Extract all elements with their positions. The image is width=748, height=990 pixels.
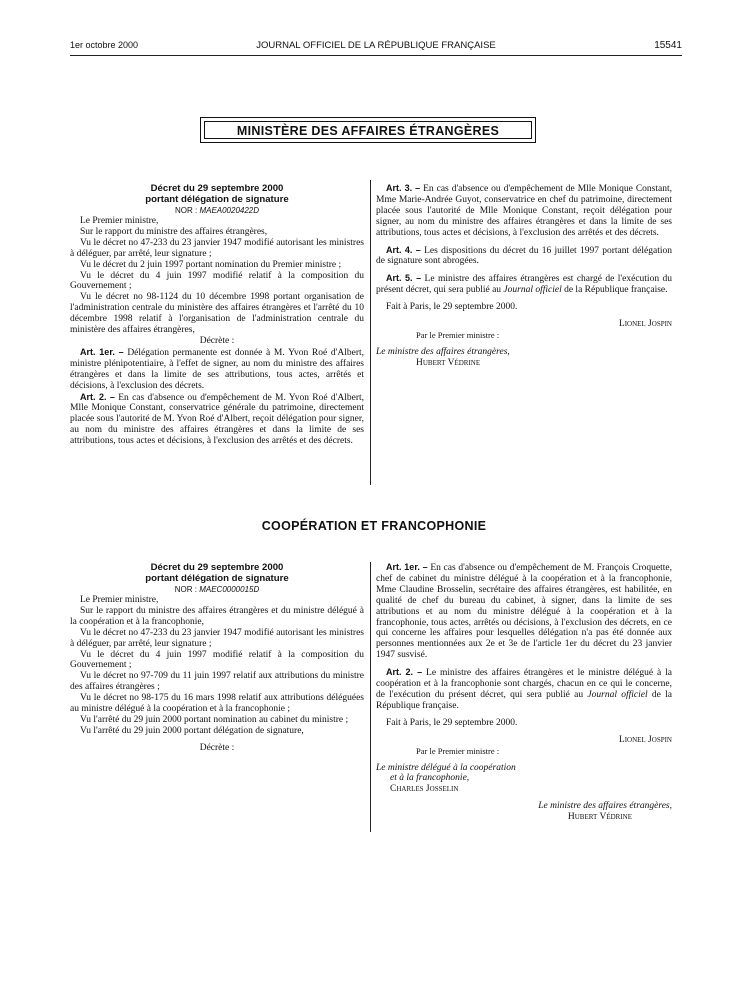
article-text: Le ministre des affaires étrangères est chargé de l'exécution du présent décret, qui sera publié au xyxy=(376,274,673,296)
article-4 xyxy=(376,245,672,268)
article-text: de la République française. xyxy=(376,689,673,711)
by-pm-label: Par le Premier ministre : xyxy=(416,329,500,340)
delegate-minister-title-cont: et à la francophonie, xyxy=(390,773,470,784)
pm-signature: Lionel Jospin xyxy=(618,319,672,330)
running-header xyxy=(70,40,682,54)
preamble-line: Vu le décret no 98-1124 du 10 décembre 1998 portant organisation de l'administration centrale du ministère des affaires étrangères et l'arrêté du 10 décembre 1998 relatif à l'organisation de l'administration centrale du ministère des affaires étrangères, xyxy=(70,292,364,336)
decree1-subtitle: portant délégation de signature xyxy=(145,194,289,205)
preamble-line: Vu le décret no 47-233 du 23 janvier 1947 modifié autorisant les ministres à déléguer, par arrêté, leur signature ; xyxy=(70,627,364,649)
article-2 xyxy=(376,667,672,712)
preamble-line: Le Premier ministre, xyxy=(80,595,159,605)
nor-label: NOR : xyxy=(174,585,197,594)
article-label: Art. 4. – xyxy=(386,244,421,255)
preamble-line: Vu l'arrêté du 29 juin 2000 portant nomination au cabinet du ministre ; xyxy=(80,714,349,725)
article-text: de la République française. xyxy=(561,285,668,296)
article-text: Le ministre des affaires étrangères et le ministre délégué à la coopération et à la francophonie sont chargés, chacun en ce qui le concerne, de l'exécution du présent décret, qui sera publié au xyxy=(376,668,672,700)
page-number: 15541 xyxy=(654,40,682,51)
minister-title: Le ministre des affaires étrangères, xyxy=(538,801,672,812)
delegate-minister-title: Le ministre délégué à la coopération xyxy=(376,762,516,773)
article-2-start xyxy=(70,392,364,448)
signed-place-date: Fait à Paris, le 29 septembre 2000. xyxy=(386,302,518,313)
article-label: Art. 3. – xyxy=(386,183,421,193)
header-rule xyxy=(70,55,682,56)
decree2-right-column xyxy=(376,562,672,823)
preamble-line: Vu le décret du 4 juin 1997 modifié relatif à la composition du Gouvernement ; xyxy=(70,649,364,671)
decree2-nor xyxy=(70,584,364,595)
journal-officiel-ref: Journal officiel xyxy=(503,285,562,296)
nor-label: NOR : xyxy=(174,206,198,215)
preamble-line: Le Premier ministre, xyxy=(80,216,159,226)
section-heading: COOPÉRATION ET FRANCOPHONIE xyxy=(261,519,487,533)
delegate-minister-signature: Charles Josselin xyxy=(390,784,459,795)
minister-signature: Hubert Védrine xyxy=(567,812,632,823)
article-3 xyxy=(376,183,672,239)
journal-officiel-ref: Journal officiel xyxy=(587,689,648,700)
by-pm-label: Par le Premier ministre : xyxy=(416,745,500,756)
decree1-title: Décret du 29 septembre 2000 xyxy=(150,183,284,194)
preamble-line: Vu le décret du 2 juin 1997 portant nomination du Premier ministre ; xyxy=(80,259,342,270)
header-date: 1er octobre 2000 xyxy=(70,40,139,50)
article-label: Art. 2. – xyxy=(386,667,423,678)
article-label: Art. 1er. – xyxy=(80,346,124,357)
preamble-line: Sur le rapport du ministre des affaires étrangères, xyxy=(80,226,268,237)
decrete: Décrète : xyxy=(199,742,235,753)
preamble-line: Vu le décret du 4 juin 1997 modifié relatif à la composition du Gouvernement ; xyxy=(70,270,364,292)
preamble-line: Vu le décret no 47-233 du 23 janvier 1947 modifié autorisant les ministres à déléguer, par arrêté, leur signature ; xyxy=(70,237,364,259)
article-label: Art. 5. – xyxy=(386,273,422,284)
article-text: Délégation permanente est donnée à M. Yvon Roé d'Albert, ministre plénipotentiaire, à l'effet de signer, au nom du ministre des affaires étrangères et dans la limite de ses attributions, tous actes, arrêtés et décisions, à l'exclusion des décrets. xyxy=(70,347,364,391)
article-text: En cas d'absence ou d'empêchement de M. Yvon Roé d'Albert, Mlle Monique Constant, conservatrice générale du patrimoine, directement placée sous l'autorité de M. Yvon Roé d'Albert, reçoit délégation pour signer, au nom du ministre des affaires étrangères et dans la limite de ses attributions, tous actes et décisions, à l'exclusion des arrêtés et des décrets. xyxy=(70,392,364,447)
minister-signature: Hubert Védrine xyxy=(416,357,481,368)
decree2-left-column xyxy=(70,562,364,754)
ministry-heading-box xyxy=(200,117,536,143)
column-divider xyxy=(370,562,371,832)
nor-code: MAEA0020422D xyxy=(199,206,260,215)
column-divider xyxy=(370,180,371,485)
journal-title: JOURNAL OFFICIEL DE LA RÉPUBLIQUE FRANÇAISE xyxy=(256,40,496,51)
decree2-subtitle: portant délégation de signature xyxy=(145,573,289,584)
pm-signature: Lionel Jospin xyxy=(618,734,672,745)
article-text: En cas d'absence ou d'empêchement de Mlle Monique Constant, Mme Marie-Andrée Guyot, conservatrice en chef du patrimoine, directement placée sous l'autorité de Mlle Monique Constant, reçoit délégation pour signer, au nom du ministre des affaires étrangères et dans la limite de ses attributions, tous actes et décisions, à l'exclusion des arrêtés et des décrets. xyxy=(376,184,672,238)
article-1 xyxy=(70,347,364,392)
decrete: Décrète : xyxy=(199,335,235,346)
signed-place-date: Fait à Paris, le 29 septembre 2000. xyxy=(386,717,518,728)
preamble-line: Vu le décret no 97-709 du 11 juin 1997 relatif aux attributions du ministre des affaires étrangères ; xyxy=(70,671,364,693)
preamble-line: Vu l'arrêté du 29 juin 2000 portant délégation de signature, xyxy=(80,725,304,736)
decree1-nor xyxy=(70,205,364,216)
preamble-line: Sur le rapport du ministre des affaires étrangères et du ministre délégué à la coopération et à la francophonie, xyxy=(70,605,364,627)
article-label: Art. 1er. – xyxy=(386,562,428,572)
article-1 xyxy=(376,562,672,661)
article-text: En cas d'absence ou d'empêchement de M. François Croquette, chef de cabinet du ministre délégué à la coopération et à la francophonie, Mme Claudine Brosselin, secrétaire des affaires étrangères, est habilitée, en qualité de chef du bureau du cabinet, à signer, dans la limite de ses attributions et au nom du ministre délégué à la coopération et à la francophonie, tous actes, arrêtés ou décisions, à l'exclusion des décrets, en ce qui concerne les affaires pour lesquelles délégation n'a pas été donnée aux personnes mentionnées aux 2e et 3e de l'article 1er du décret du 23 janvier 1947 susvisé. xyxy=(376,563,673,661)
article-label: Art. 2. – xyxy=(80,391,115,402)
article-5 xyxy=(376,273,672,296)
nor-code: MAEC0000015D xyxy=(199,585,260,594)
article-text: Les dispositions du décret du 16 juillet 1997 portant délégation de signature sont abrogées. xyxy=(376,245,672,267)
ministry-heading: MINISTÈRE DES AFFAIRES ÉTRANGÈRES xyxy=(204,121,532,139)
decree2-title: Décret du 29 septembre 2000 xyxy=(150,562,284,573)
decree1-left-column xyxy=(70,183,364,447)
decree1-right-column xyxy=(376,183,672,369)
minister-title: Le ministre des affaires étrangères, xyxy=(376,346,510,357)
preamble-line: Vu le décret no 98-175 du 16 mars 1998 relatif aux attributions déléguées au ministre délégué à la coopération et à la francophonie ; xyxy=(70,693,364,715)
